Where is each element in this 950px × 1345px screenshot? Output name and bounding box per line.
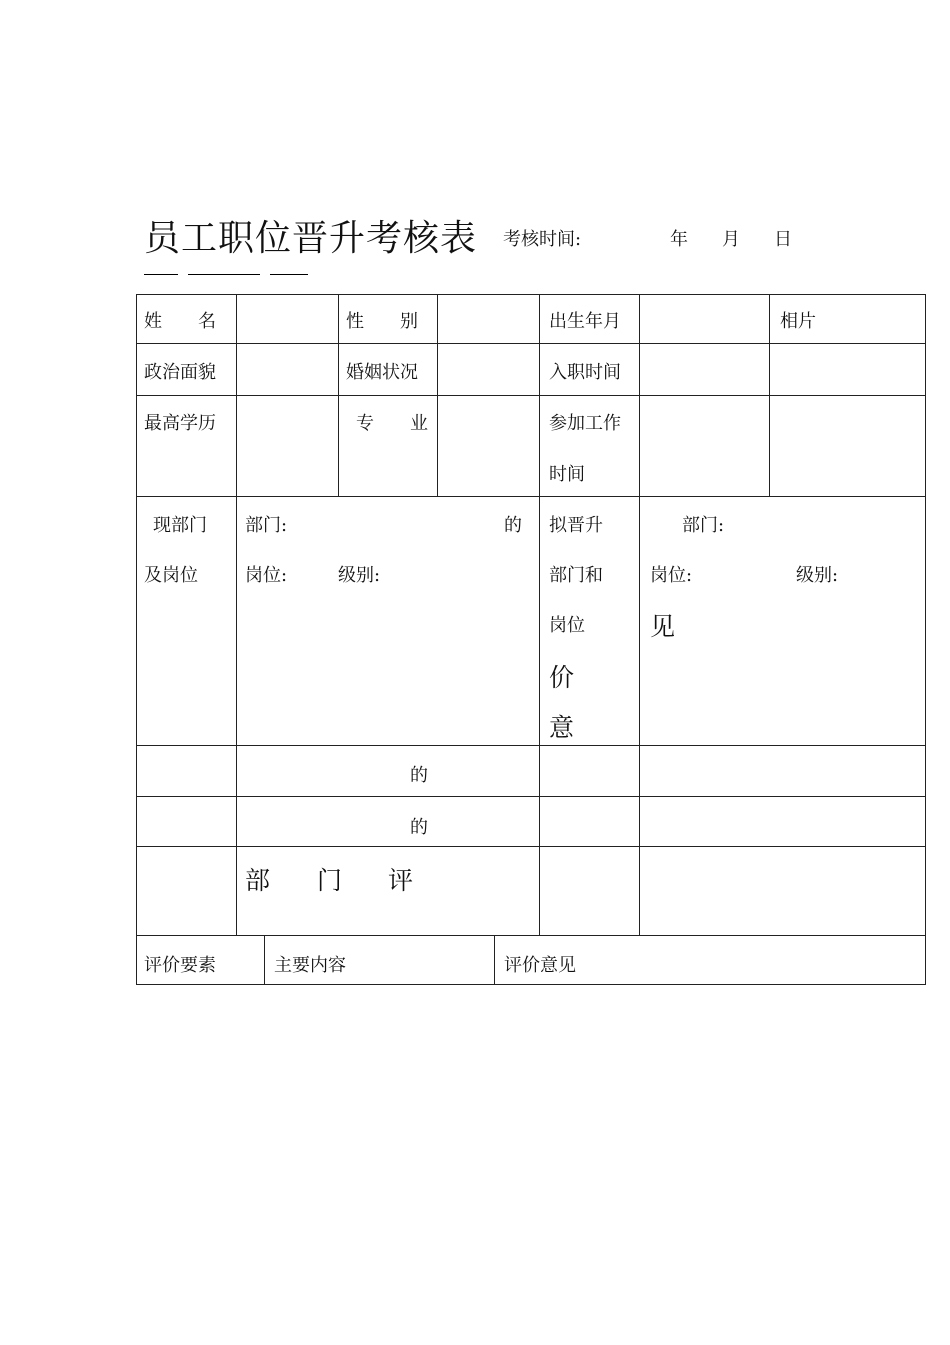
table-line: [136, 395, 926, 396]
text-fragment: 见: [650, 612, 676, 641]
form-title: 员工职位晋升考核表: [144, 218, 478, 259]
underline-mark: [270, 274, 308, 275]
underline-mark: [188, 274, 260, 275]
table-line: [136, 343, 926, 344]
day-label: 日: [774, 229, 792, 250]
table-line: [136, 745, 926, 746]
text-fragment: 价: [549, 663, 575, 692]
work-start-label: 时间: [549, 464, 585, 485]
main-content-header: 主要内容: [274, 955, 346, 976]
gender-label: 性 别: [346, 311, 418, 332]
table-line: [539, 294, 540, 935]
proposed-position-label: 拟晋升: [549, 515, 603, 536]
table-line: [136, 294, 137, 984]
current-position-label: 及岗位: [144, 565, 198, 586]
table-line: [639, 294, 640, 935]
hire-date-label: 入职时间: [549, 362, 621, 383]
table-line: [136, 294, 926, 295]
table-line: [136, 496, 926, 497]
text-fragment: 的: [410, 765, 428, 786]
table-line: [136, 796, 926, 797]
major-label: 专 业: [356, 413, 428, 434]
eval-time-label: 考核时间:: [503, 229, 582, 250]
text-fragment: 部: [245, 866, 271, 895]
current-dept-label: 部门:: [245, 515, 288, 536]
month-label: 月: [722, 229, 740, 250]
work-start-label: 参加工作: [549, 413, 621, 434]
table-line: [925, 294, 926, 984]
text-fragment: 意: [549, 713, 575, 742]
current-position-label: 现部门: [153, 515, 207, 536]
proposed-position-label: 岗位: [549, 615, 585, 636]
underline-mark: [144, 274, 178, 275]
proposed-level-label: 级别:: [796, 565, 839, 586]
birth-label: 出生年月: [549, 311, 621, 332]
table-line: [769, 294, 770, 496]
text-fragment: 的: [504, 515, 522, 536]
text-fragment: 评: [388, 866, 414, 895]
table-line: [338, 294, 339, 496]
table-line: [494, 935, 495, 984]
eval-opinion-header: 评价意见: [504, 955, 576, 976]
photo-label: 相片: [780, 311, 816, 332]
education-label: 最高学历: [144, 413, 216, 434]
proposed-position-label: 部门和: [549, 565, 603, 586]
current-post-label: 岗位:: [245, 565, 288, 586]
current-level-label: 级别:: [338, 565, 381, 586]
text-fragment: 门: [317, 866, 343, 895]
year-label: 年: [670, 229, 688, 250]
name-label: 姓 名: [144, 311, 216, 332]
table-line: [136, 984, 926, 985]
text-fragment: 的: [410, 817, 428, 838]
table-line: [236, 294, 237, 935]
political-label: 政治面貌: [144, 362, 216, 383]
table-line: [136, 846, 926, 847]
eval-factor-header: 评价要素: [144, 955, 216, 976]
table-line: [437, 294, 438, 496]
proposed-dept-label: 部门:: [682, 515, 725, 536]
table-line: [136, 935, 926, 936]
marital-label: 婚姻状况: [346, 362, 418, 383]
proposed-post-label: 岗位:: [650, 565, 693, 586]
table-line: [264, 935, 265, 984]
